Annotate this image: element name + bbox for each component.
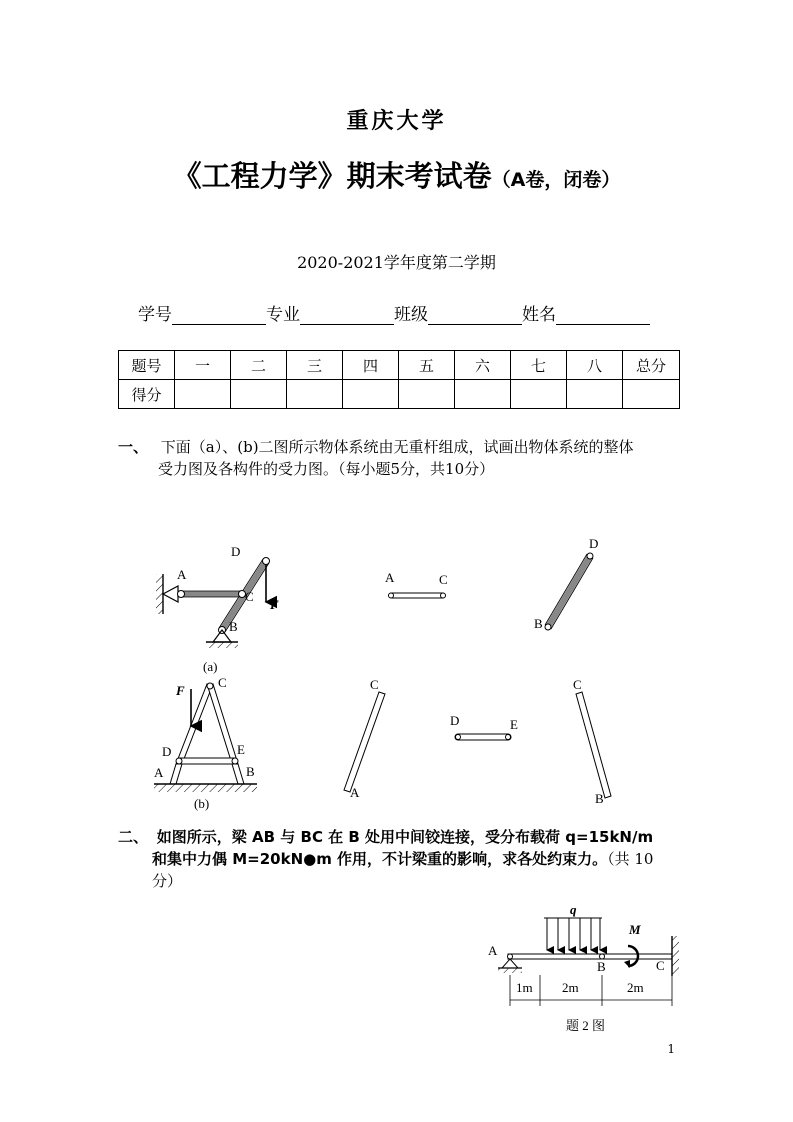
- name-label: 姓名: [522, 305, 556, 325]
- question-2-line1: 如图所示，梁 AB 与 BC 在 B 处用中间铰连接，受分布载荷 q=15kN/m: [156, 828, 654, 846]
- label-A: A: [488, 943, 498, 958]
- question-1-line2: 受力图及各构件的受力图。: [158, 460, 339, 478]
- label-C: C: [245, 589, 254, 604]
- hinge-A: [178, 591, 185, 598]
- score-header-cell: 题号: [119, 351, 175, 380]
- question-2-line2: 和集中力偶 M=20kN●m 作用，不计梁重的影响，求各处约束力。: [152, 850, 608, 868]
- label-D: D: [162, 744, 172, 759]
- score-header-cell: 二: [231, 351, 287, 380]
- score-header-cell: 三: [287, 351, 343, 380]
- question-1-line1: 下面（a）、(b)二图所示物体系统由无重杆组成，试画出物体系统的整体: [160, 438, 634, 456]
- question-1-number: 一、: [118, 438, 149, 456]
- score-header-cell: 一: [175, 351, 231, 380]
- label-B: B: [246, 764, 255, 779]
- label-B: B: [534, 616, 543, 631]
- score-header-cell: 四: [343, 351, 399, 380]
- label-A: A: [154, 765, 164, 780]
- hinge-E: [232, 758, 238, 764]
- label-D: D: [450, 713, 460, 728]
- figure-b-bar-DE: [450, 713, 518, 740]
- figure-b-caption: (b): [194, 796, 210, 811]
- hinge-D: [176, 758, 182, 764]
- university-name: 重庆大学: [346, 109, 447, 134]
- label-A: A: [350, 785, 360, 800]
- figure-a-bar-BD: [534, 536, 598, 631]
- label-C: C: [573, 677, 582, 692]
- score-header-cell: 八: [567, 351, 623, 380]
- figure-b-system: [154, 675, 257, 811]
- end-D: [263, 558, 270, 565]
- term: 2020-2021学年度第二学期: [297, 253, 496, 272]
- question-2: [118, 826, 698, 892]
- exam-title-main: 《工程力学》期末考试卷: [172, 159, 492, 193]
- student-id-label: 学号: [138, 305, 172, 325]
- question-2-points-a: （共 10: [607, 850, 654, 868]
- label-C: C: [656, 958, 665, 973]
- figure-q2-beam: [488, 902, 679, 1033]
- figure-b-bar-BC: [573, 677, 611, 806]
- figure-a-system: [156, 544, 279, 674]
- label-D: D: [589, 536, 599, 551]
- label-C: C: [370, 677, 379, 692]
- label-F: F: [270, 597, 279, 612]
- question-2-number: 二、: [118, 828, 149, 846]
- label-B: B: [229, 619, 238, 634]
- label-M: M: [629, 922, 641, 937]
- label-F: F: [176, 683, 185, 698]
- label-A: A: [385, 570, 395, 585]
- label-E: E: [237, 742, 245, 757]
- label-B: B: [597, 959, 606, 974]
- question-2-points-b: 分）: [152, 872, 183, 890]
- exam-title-note: （A卷，闭卷）: [491, 169, 621, 191]
- class-label: 班级: [394, 305, 428, 325]
- figure-a-caption: (a): [203, 659, 218, 674]
- label-C: C: [218, 675, 227, 690]
- dim-2m-first: 2m: [562, 980, 579, 995]
- score-row-label: 得分: [119, 380, 175, 409]
- question-1-points: （每小题5分，共10分）: [338, 460, 495, 478]
- label-q: q: [570, 902, 577, 917]
- score-header-cell: 总分: [623, 351, 680, 380]
- dim-2m-second: 2m: [627, 980, 644, 995]
- dim-1m: 1m: [516, 980, 533, 995]
- label-B: B: [595, 791, 604, 806]
- figure-a-bar-AC: [385, 570, 448, 598]
- score-header-cell: 六: [455, 351, 511, 380]
- label-C: C: [439, 572, 448, 587]
- score-header-cell: 七: [511, 351, 567, 380]
- label-A: A: [177, 567, 187, 582]
- hinge-C: [207, 683, 213, 689]
- label-E: E: [510, 717, 518, 732]
- major-label: 专业: [266, 305, 300, 325]
- figure-b-bar-AC: [344, 677, 385, 800]
- score-header-cell: 五: [399, 351, 455, 380]
- label-D: D: [231, 544, 241, 559]
- pin-support-A: [163, 586, 178, 602]
- page-number: 1: [667, 1042, 675, 1056]
- figure-q2-caption: 题 2 图: [566, 1018, 606, 1033]
